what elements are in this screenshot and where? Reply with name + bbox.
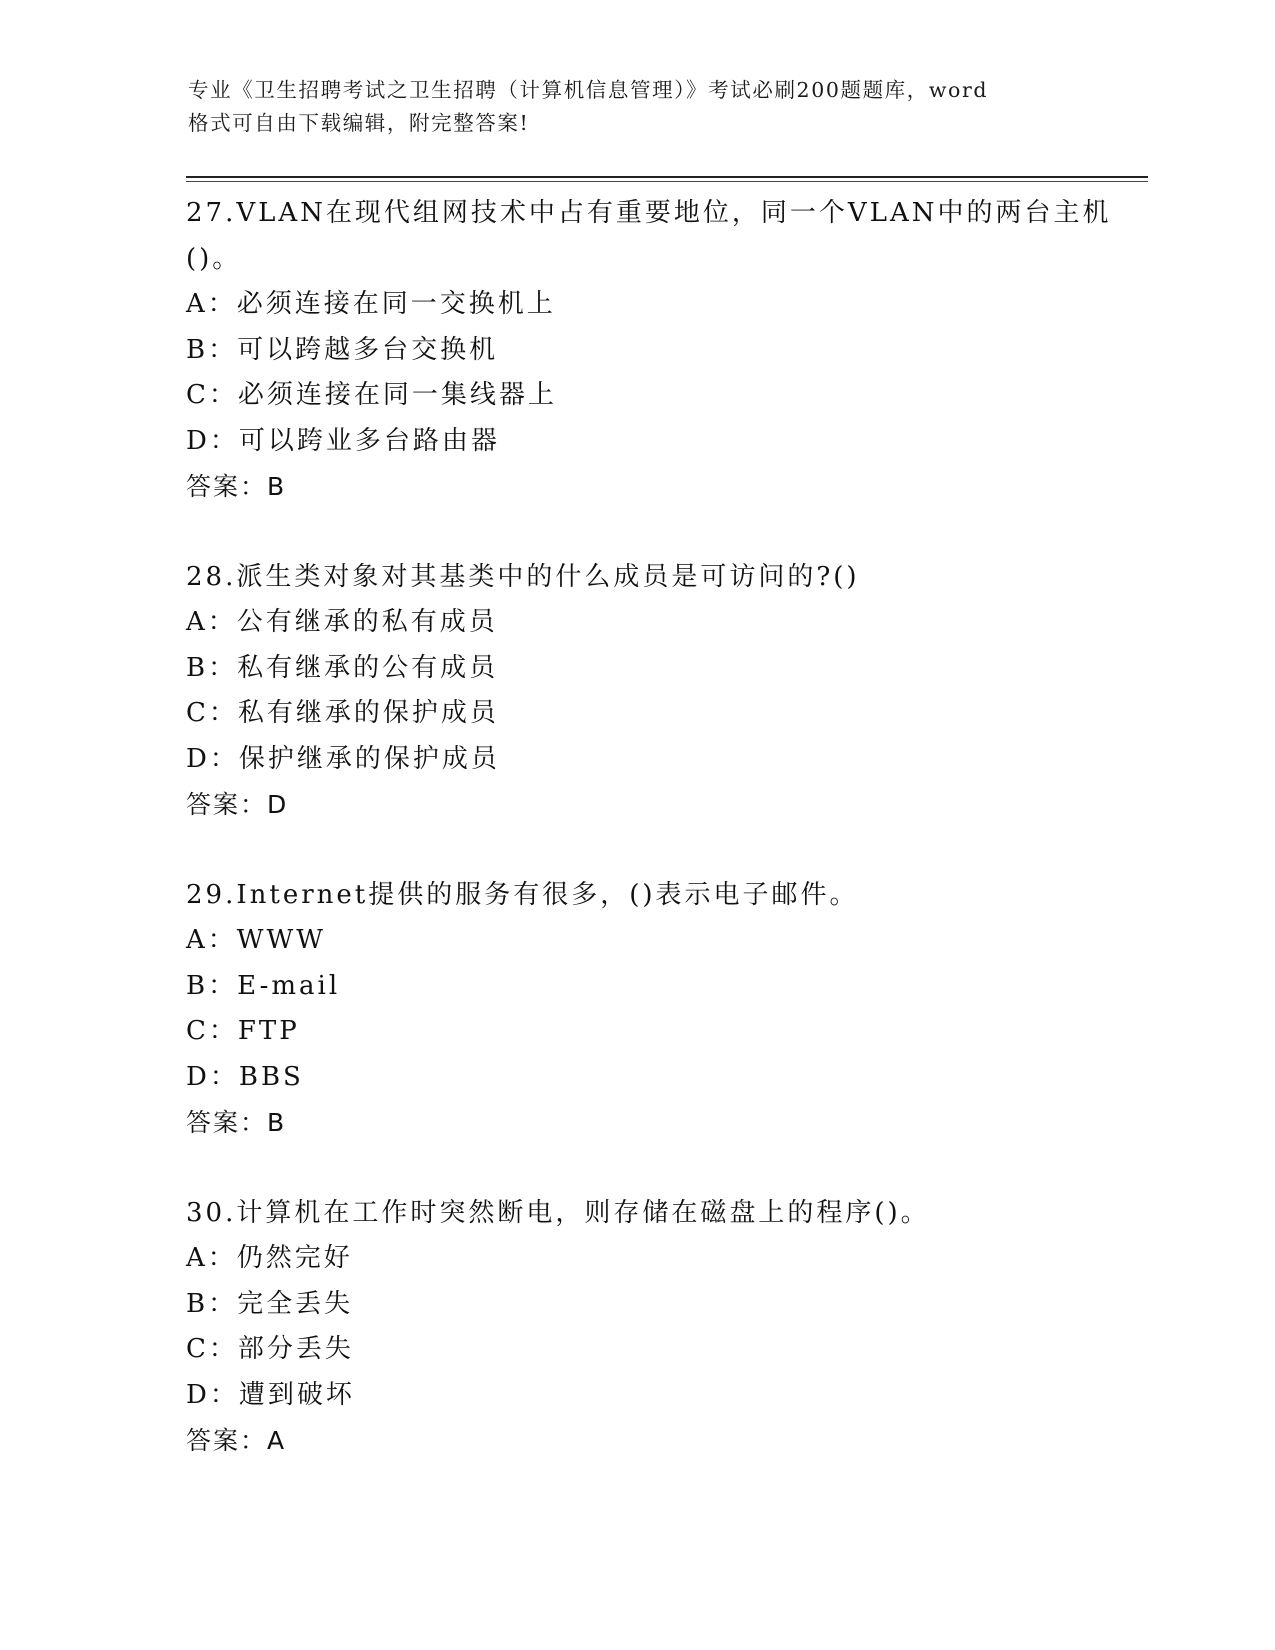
question-text-continued: ()。 [186,244,242,274]
header-divider-thick [186,176,1148,178]
option-d: D：保护继承的保护成员 [186,743,500,774]
answer: 答案：B [186,472,287,501]
option-a: A：必须连接在同一交换机上 [186,289,556,319]
option-c: C：私有继承的保护成员 [186,698,499,728]
option-c: C：部分丢失 [186,1334,354,1364]
question-text: 27.VLAN在现代组网技术中占有重要地位，同一个VLAN中的两台主机 [186,198,1112,228]
option-d: D：遭到破坏 [186,1379,355,1410]
option-a: A：公有继承的私有成员 [186,607,498,637]
option-c: C：FTP [186,1016,300,1046]
question-30 [186,1190,1126,1464]
question-29 [186,872,1126,1146]
option-a: A：仍然完好 [186,1243,353,1273]
question-list [186,190,1126,1508]
question-text: 29.Internet提供的服务有很多，()表示电子邮件。 [186,880,859,910]
answer: 答案：A [186,1426,287,1455]
option-b: B：私有继承的公有成员 [186,652,499,683]
question-27 [186,190,1126,510]
question-28 [186,554,1126,828]
answer: 答案：D [186,790,289,819]
answer: 答案：B [186,1108,287,1137]
option-a: A：WWW [186,925,326,955]
option-b: B：E-mail [186,970,341,1001]
option-d: D：可以跨业多台路由器 [186,425,500,456]
question-text: 28.派生类对象对其基类中的什么成员是可访问的?() [186,562,860,592]
header-divider-thin [186,181,1148,182]
header-line-1: 专业《卫生招聘考试之卫生招聘（计算机信息管理）》考试必刷200题题库，word [188,78,989,102]
document-header [188,74,1088,140]
option-b: B：完全丢失 [186,1288,354,1319]
option-d: D：BBS [186,1061,304,1092]
header-line-2: 格式可自由下载编辑，附完整答案! [188,111,530,135]
question-text: 30.计算机在工作时突然断电，则存储在磁盘上的程序()。 [186,1198,930,1228]
option-c: C：必须连接在同一集线器上 [186,380,557,410]
option-b: B：可以跨越多台交换机 [186,334,499,365]
